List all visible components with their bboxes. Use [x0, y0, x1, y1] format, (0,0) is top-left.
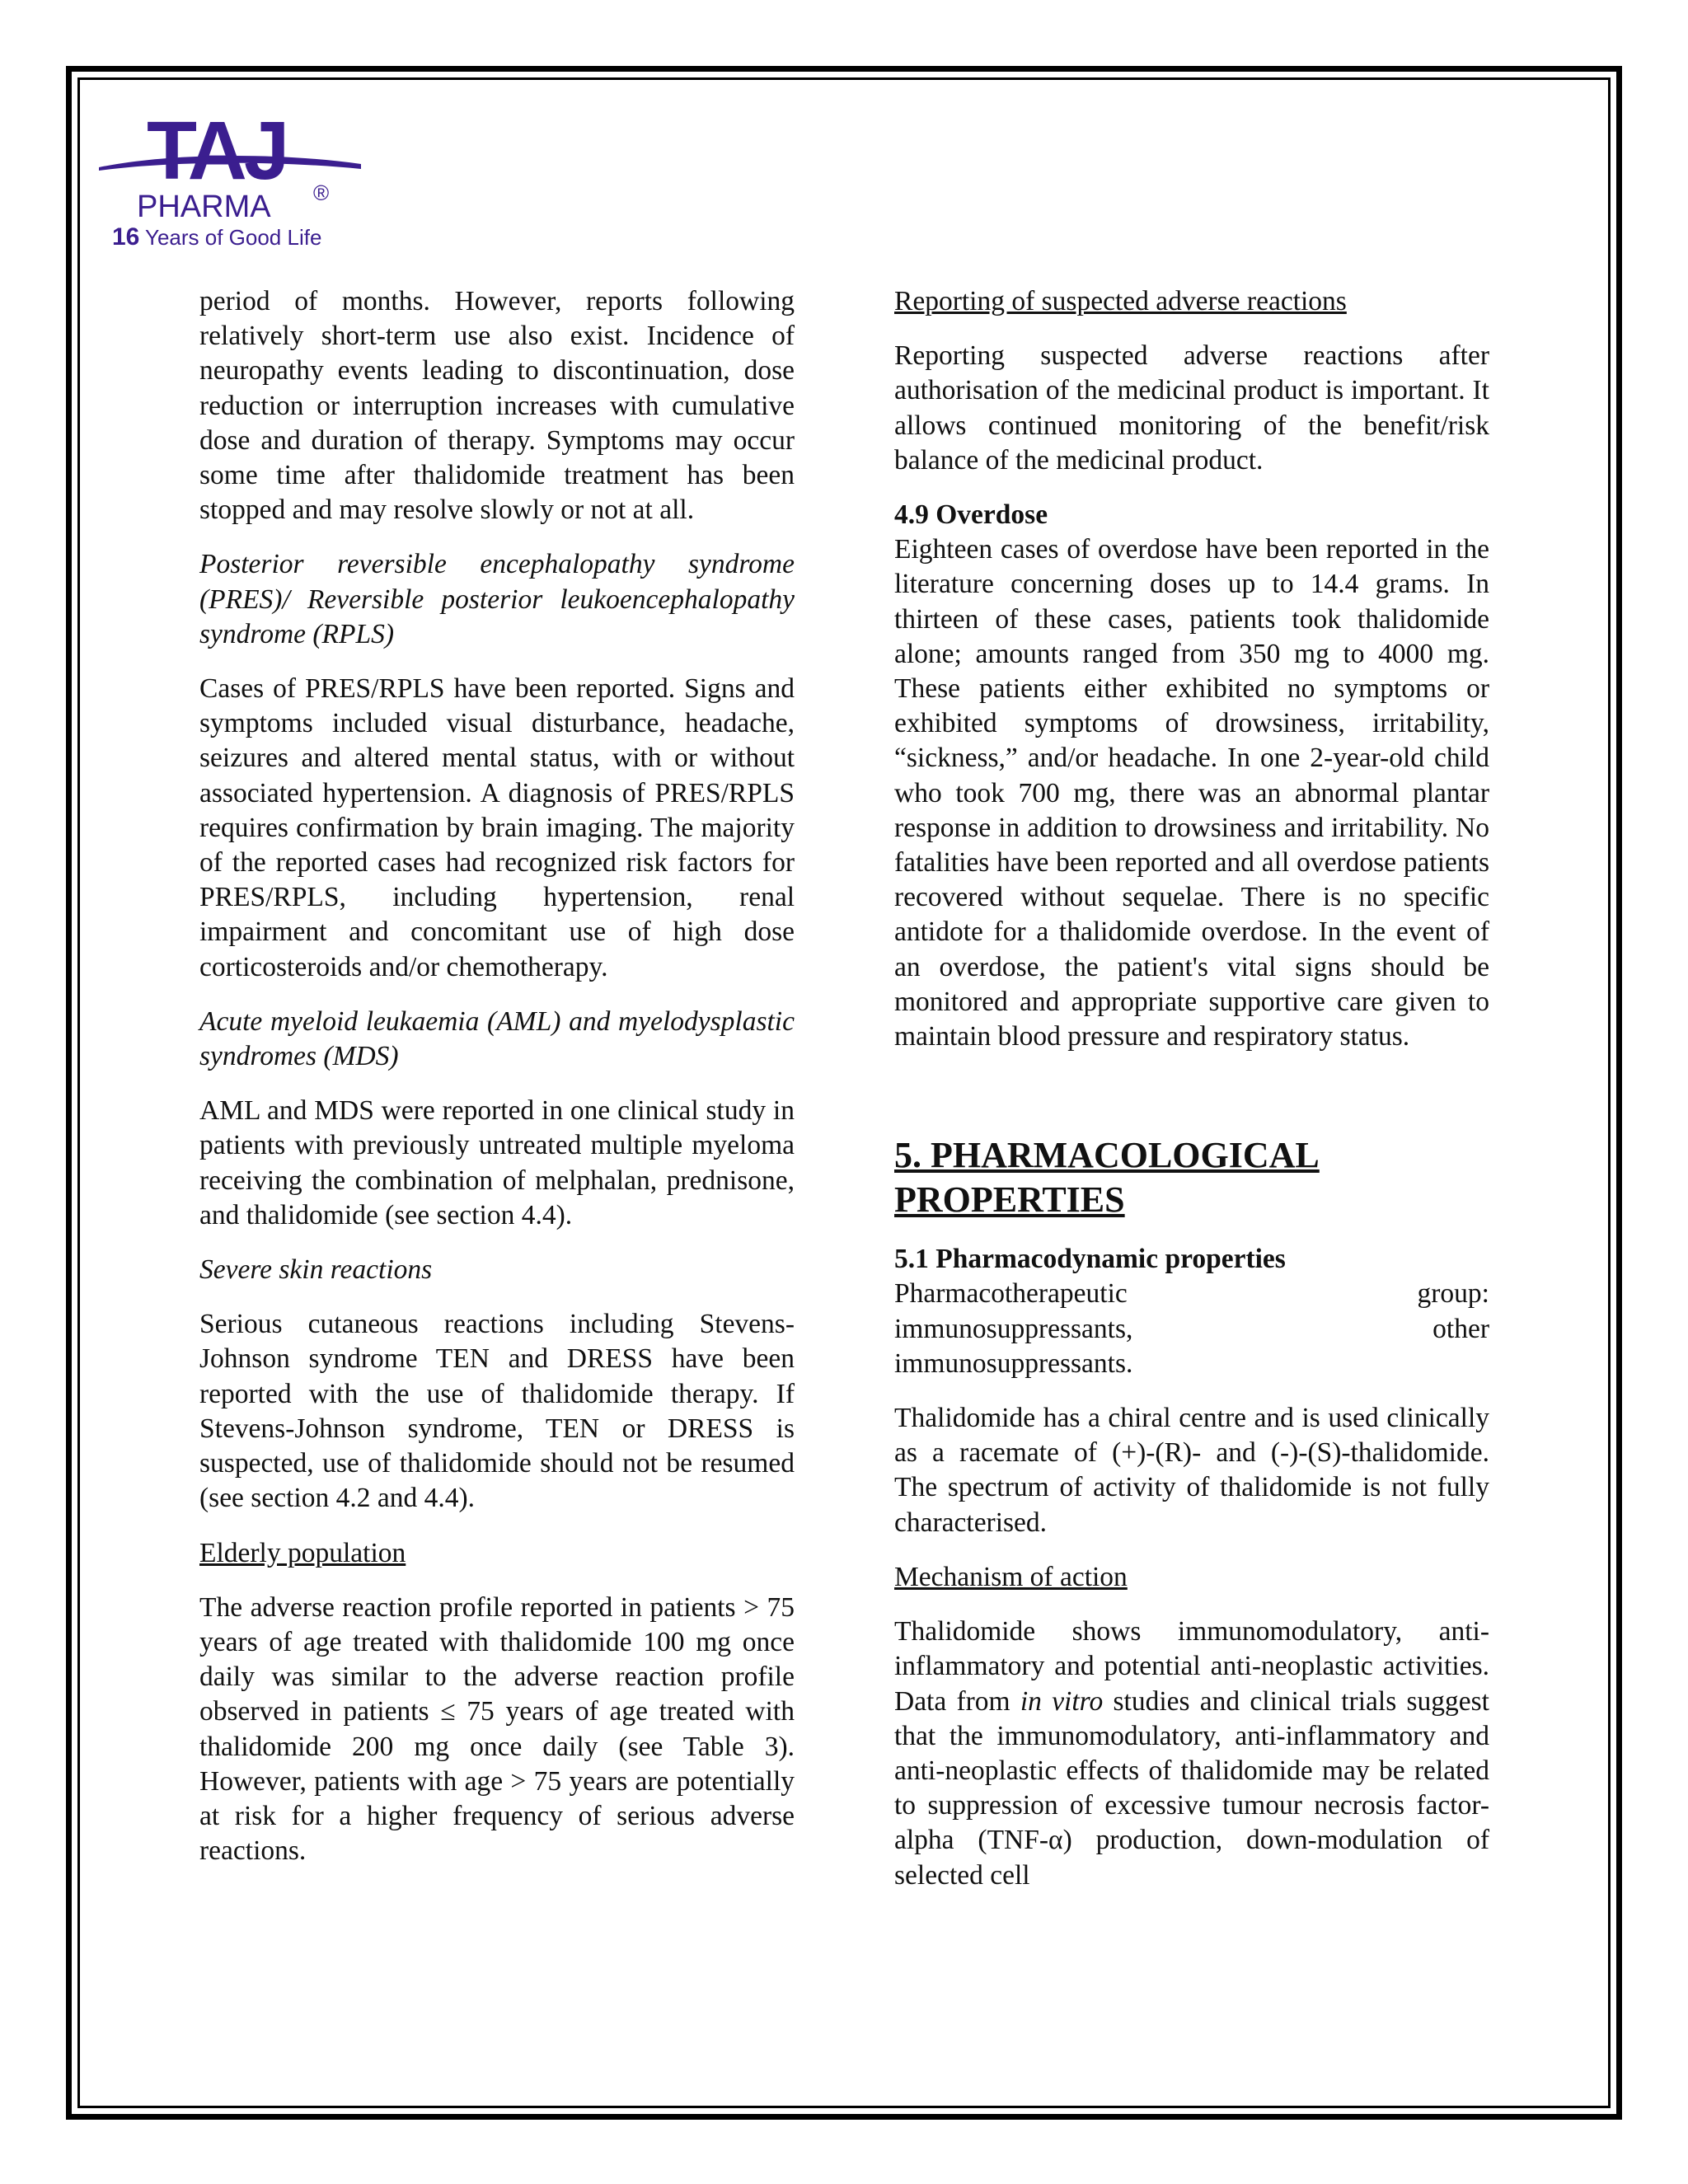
logo-registered-mark: ® [313, 180, 330, 205]
pres-heading: Posterior reversible encephalopathy syndrome (PRES)/ Reversible posterior leukoencephalopathy syndrome (RPLS) [199, 549, 795, 649]
pg-label: Pharmacotherapeutic [894, 1278, 1128, 1310]
pg-immuno: immunosuppressants, [894, 1313, 1133, 1344]
logo-sub-text: PHARMA [137, 190, 271, 224]
overdose-heading: 4.9 Overdose [894, 499, 1048, 531]
neuropathy-paragraph: period of months. However, reports following relatively short-term use also exist. Incidence of neuropathy events leading to discontinuation, dose reduction or interruption increases with cumulative dose and duration of therapy. Symptoms may occur some time after thalidomide treatment has been stopped and may resolve slowly or not at all. [199, 286, 795, 526]
reporting-heading: Reporting of suspected adverse reactions [894, 286, 1347, 316]
taj-pharma-logo [97, 103, 369, 251]
moa-text-2: studies and clinical trials suggest that the immunomodulatory, anti-inflammatory and anti-neoplastic effects of thalidomide may be related to suppression of excessive tumour necrosis factor-alpha (TNF-α) production, down-modulation of selected cell [894, 1685, 1489, 1891]
reporting-paragraph: Reporting suspected adverse reactions after authorisation of the medicinal product is important. It allows continued monitoring of the benefit/risk balance of the medicinal product. [894, 340, 1489, 476]
left-column [199, 284, 795, 1888]
elderly-paragraph: The adverse reaction profile reported in patients > 75 years of age treated with thalidomide 100 mg once daily was similar to the adverse reaction profile observed in patients ≤ 75 years of age treated with thalidomide 200 mg once daily (see Table 3). However, patients with age > 75 years are potentially at risk for a higher frequency of serious adverse reactions. [199, 1591, 795, 1867]
pg-other: other [1432, 1313, 1489, 1344]
section-5-title-line-2: PROPERTIES [894, 1179, 1125, 1221]
pg-group: group: [1417, 1278, 1489, 1310]
section-5-title-line-1: 5. PHARMACOLOGICAL [894, 1135, 1320, 1176]
mechanism-paragraph [894, 1615, 1489, 1893]
mechanism-heading: Mechanism of action [894, 1561, 1128, 1592]
chiral-paragraph: Thalidomide has a chiral centre and is used clinically as a racemate of (+)-(R)- and (-)-(S)-thalidomide. The spectrum of activity of thalidomide is not fully characterised. [894, 1403, 1489, 1538]
aml-paragraph: AML and MDS were reported in one clinical study in patients with previously untreated multiple myeloma receiving the combination of melphalan, prednisone, and thalidomide (see section 4.4). [199, 1095, 795, 1230]
section-5-title [894, 1133, 1489, 1222]
elderly-heading: Elderly population [199, 1537, 406, 1568]
pg-last: immunosuppressants. [894, 1347, 1133, 1379]
pharmacotherapeutic-group [894, 1277, 1489, 1381]
pres-paragraph: Cases of PRES/RPLS have been reported. Signs and symptoms included visual disturbance, headache, seizures and altered mental status, with or without associated hypertension. A diagnosis of PRES/RPLS requires confirmation by brain imaging. The majority of the reported cases had recognized risk factors for PRES/RPLS, including hypertension, renal impairment and concomitant use of high dose corticosteroids and/or chemotherapy. [199, 673, 795, 982]
aml-heading: Acute myeloid leukaemia (AML) and myelodysplastic syndromes (MDS) [199, 1005, 795, 1072]
pharmacodynamic-heading: 5.1 Pharmacodynamic properties [894, 1244, 1286, 1275]
logo-tagline-text: Years of Good Life [145, 225, 322, 250]
right-column [894, 284, 1489, 1913]
moa-text-italic: in vitro [1020, 1685, 1104, 1717]
overdose-paragraph: Eighteen cases of overdose have been reported in the literature concerning doses up to 14.4 grams. In thirteen of these cases, patients took thalidomide alone; amounts ranged from 350 mg to 4000 mg. These patients either exhibited no symptoms or exhibited symptoms of drowsiness, irritability, “sickness,” and/or headache. In one 2-year-old child who took 700 mg, there was an abnormal plantar response in addition to drowsiness and irritability. No fatalities have been reported and all overdose patients recovered without sequelae. There is no specific antidote for a thalidomide overdose. In the event of an overdose, the patient's vital signs should be monitored and appropriate supportive care given to maintain blood pressure and respiratory status. [894, 534, 1489, 1052]
skin-heading: Severe skin reactions [199, 1254, 433, 1286]
logo-tagline-number: 16 [112, 223, 140, 251]
logo-brand-text: TAJ [147, 105, 287, 197]
moa-text-1: Thalidomide shows immunomodulatory, anti-inflammatory and potential anti-neoplastic activities. Data from [894, 1616, 1489, 1717]
skin-paragraph: Serious cutaneous reactions including Stevens-Johnson syndrome TEN and DRESS have been reported with the use of thalidomide therapy. If Stevens-Johnson syndrome, TEN or DRESS is suspected, use of thalidomide should not be resumed (see section 4.2 and 4.4). [199, 1309, 795, 1514]
